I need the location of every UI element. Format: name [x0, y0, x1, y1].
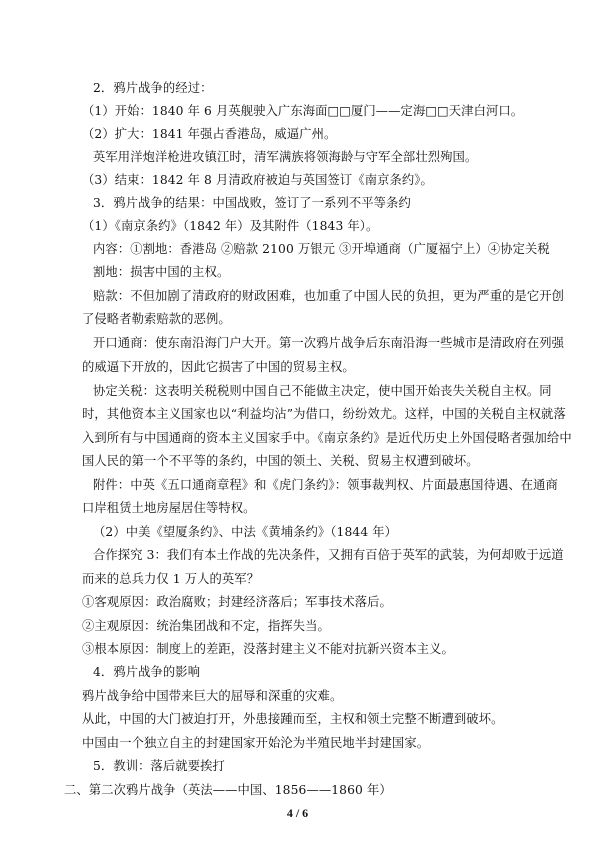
text-line: 鸦片战争给中国带来巨大的屈辱和深重的灾难。: [82, 689, 343, 703]
section-heading-result: 3．鸦片战争的结果：中国战败，签订了一系列不平等条约: [93, 196, 411, 210]
section-heading-course: 2．鸦片战争的经过：: [93, 81, 213, 95]
section-heading-impact: 4．鸦片战争的影响: [93, 665, 201, 679]
text-line: 协定关税：这表明关税税则中国自己不能做主决定，使中国开始丧失关税自主权。同: [93, 384, 552, 398]
text-line: 英军用洋炮洋枪进攻镇江时，清军满族将领海龄与守军全部壮烈殉国。: [93, 150, 478, 164]
section-heading-second-war: 二、第二次鸦片战争（英法——中国、1856——1860 年）: [64, 783, 392, 797]
text-line: ②主观原因：统治集团战和不定，指挥失当。: [82, 619, 330, 633]
page-number: 4 / 6: [286, 806, 309, 820]
text-line: （1）开始：1840 年 6 月英舰驶入广东海面□□厦门——定海□□天津白河口。: [82, 104, 524, 118]
text-line: 内容：①割地：香港岛 ②赔款 2100 万银元 ③开埠通商（广厦福宁上）④协定关税: [93, 242, 550, 256]
text-line: ①客观原因：政治腐败；封建经济落后；军事技术落后。: [82, 595, 392, 609]
text-line: 中国由一个独立自主的封建国家开始沦为半殖民地半封建国家。: [82, 736, 430, 750]
text-line: （1）《南京条约》（1842 年）及其附件（1843 年）。: [82, 219, 379, 233]
text-line: 合作探究 3：我们有本土作战的先决条件，又拥有百倍于英军的武装，为何却败于远道: [93, 548, 564, 562]
text-line: 赔款：不但加剧了清政府的财政困难，也加重了中国人民的负担，更为严重的是它开创: [93, 289, 565, 303]
text-line: 国人民的第一个不平等的条约，中国的领土、关税、贸易主权遭到破坏。: [82, 454, 479, 468]
text-line: 时，其他资本主义国家也以“利益均沾”为借口，纷纷效尤。这样，中国的关税自主权就落: [82, 407, 566, 421]
text-line: （2）中美《望厦条约》、中法《黄埔条约》（1844 年）: [93, 525, 398, 539]
text-line: （2）扩大：1841 年强占香港岛，威逼广州。: [82, 127, 337, 141]
text-line: 入到所有与中国通商的资本主义国家手中。《南京条约》是近代历史上外国侵略者强加给中: [82, 431, 572, 445]
section-heading-lesson: 5．教训：落后就要挨打: [93, 759, 225, 773]
text-line: 的威逼下开放的，因此它损害了中国的贸易主权。: [82, 360, 355, 374]
text-line: 开口通商：使东南沿海门户大开。第一次鸦片战争后东南沿海一些城市是清政府在列强: [93, 336, 565, 350]
text-line: 而来的总兵力仅 1 万人的英军？: [82, 572, 260, 586]
text-line: （3）结束：1842 年 8 月清政府被迫与英国签订《南京条约》。: [82, 173, 433, 187]
text-line: 割地：损害中国的主权。: [93, 265, 230, 279]
text-line: 附件：中英《五口通商章程》和《虎门条约》：领事裁判权、片面最惠国待遇、在通商: [93, 478, 558, 492]
text-line: 从此，中国的大门被迫打开，外患接踵而至，主权和领土完整不断遭到破坏。: [82, 712, 504, 726]
text-line: 口岸租赁土地房屋居住等特权。: [82, 501, 256, 515]
text-line: 了侵略者勒索赔款的恶例。: [82, 312, 231, 326]
text-line: ③根本原因：制度上的差距，没落封建主义不能对抗新兴资本主义。: [82, 642, 454, 656]
